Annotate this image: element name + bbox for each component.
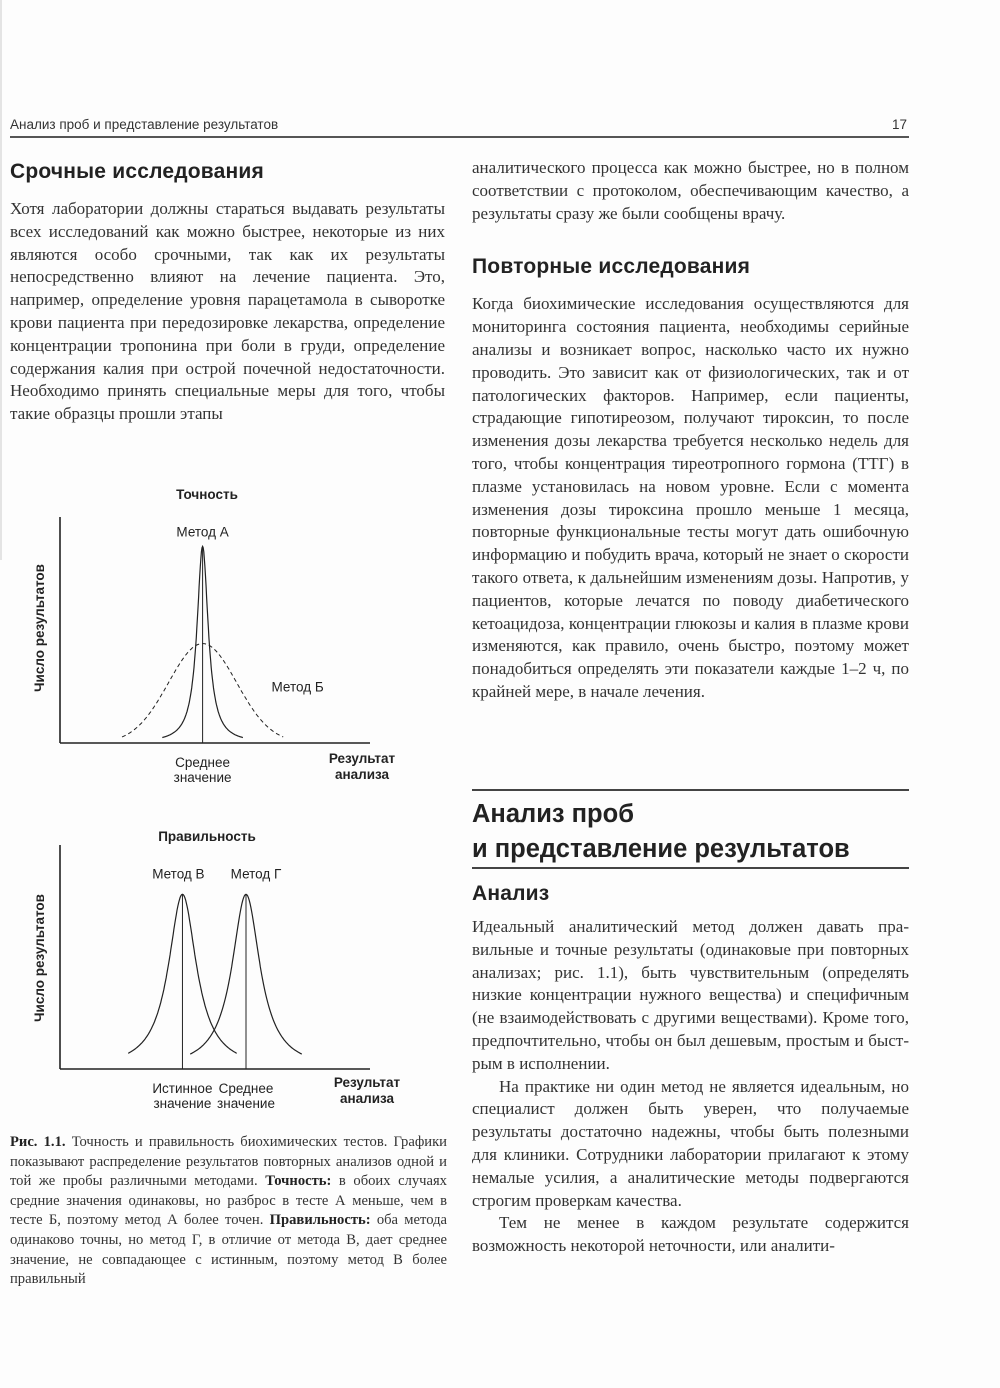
chart-title: Правильность — [158, 829, 256, 844]
paragraph-analysis-3: Тем не менее в каждом результате содержится возможность некоторой неточности, или аналити- — [472, 1213, 909, 1256]
subsection-heading-analysis: Анализ — [472, 882, 550, 905]
y-axis-label: Число результатов — [32, 564, 47, 692]
caption-text-2: в обоих случаях средние значения одинаковы, но разброс в тесте А меньше, чем в тесте Б, поэтому метод А более точен. — [10, 1173, 447, 1229]
x-tick-label: Среднее — [175, 755, 231, 770]
figure-caption — [10, 1133, 447, 1290]
series-label: Метод Б — [271, 679, 324, 695]
chart-title: Точность — [176, 487, 238, 502]
x-axis-label-line2: анализа — [334, 767, 390, 782]
chart-trueness — [32, 829, 401, 1111]
chapter-rule-top — [472, 789, 909, 791]
running-head-title: Анализ проб и представление результатов — [10, 117, 279, 132]
paragraph-analysis-2: На практике ни один метод не является идеальным, но специалист должен быть уверен, что получаемые результаты достаточно надежны, чтобы быть полезными для клиники. Сотрудники лаборатории прилагают к этому немалые усилия, а аналитические методы подвергаются строгим проверкам качества. — [472, 1076, 909, 1210]
chapter-heading-line1: Анализ проб — [472, 800, 634, 828]
chart-accuracy — [32, 487, 396, 785]
series-label: Метод Г — [230, 866, 282, 882]
caption-text-1: Точность и правильность биохимических тестов. Графики показывают распределение результатов повторных анализов одной и той же пробы различными методами. — [10, 1134, 447, 1190]
section-heading-urgent: Срочные исследования — [10, 160, 264, 183]
paragraph-urgent: Хотя лаборатории должны стараться выдавать результаты всех исследований как можно быстрее, некоторые из них являются особо срочными, так как их результаты непосредственно влияют на лечение пациента. Это, например, определение уровня парацетамола в сыворотке крови пациента при передозировке лекарства, определение концентрации тропонина при боли в груди, определение содержания калия при острой почечной недостаточности. Необходимо принять специальные меры для того, чтобы такие образцы прошли этапы — [10, 199, 445, 424]
page-number: 17 — [891, 117, 907, 132]
caption-label: Рис. 1.1. — [10, 1134, 66, 1150]
paragraph-repeat: Когда биохимические исследования осуществляются для мониторинга состояния пациента, необходимы серийные анализы и возникает вопрос, насколько часто их нужно проводить. Это зависит как от физиологических, так и от патологических факторов. Например, если пациенты, страдающие гипотиреозом, получают тироксин, то после изменения дозы лекарства требуется несколько недель для того, чтобы концентрация тиреотропного гормона (ТТГ) в плазме установилась на новом уровне. Если с момента изменения дозы тироксина прошло меньше 1 месяца, повторные функциональные тесты могут дать ошибочную информацию и побудить врача, который не знает о скорости такого ответа, к дальнейшим изменениям дозы. Напротив, у пациентов, которые лечатся по поводу диабетического кетоацидоза, концентрации глюкозы и калия в плазме крови изменяются, как правило, очень быстро, поэтому может понадобиться определять эти показатели каждые 1–2 ч, по крайней мере, в начале лечения. — [472, 294, 909, 701]
y-axis-label: Число результатов — [32, 894, 47, 1022]
section-heading-repeat: Повторные исследования — [472, 255, 751, 279]
series-label: Метод А — [176, 524, 229, 540]
chapter-rule-bottom — [472, 867, 909, 869]
x-tick-label: Среднее — [218, 1081, 274, 1096]
chapter-heading-line2: и представление результатов — [472, 835, 850, 863]
series-label: Метод В — [152, 866, 205, 882]
x-tick-label: значение — [153, 1096, 212, 1111]
chapter-heading — [472, 797, 909, 867]
figure-1-1 — [0, 0, 460, 1125]
x-axis-label-line1: Результат — [328, 751, 396, 766]
paragraph-continuation: аналитического процесса как можно быстрее, но в полном соответствии с протоколом, обеспечивающим качество, а результаты сразу же были сообщены врачу. — [472, 158, 909, 223]
caption-bold-trueness: Правильность: — [269, 1212, 371, 1229]
caption-text-3: оба метода одинаково точны, но метод Г, в отличие от метода В, дает среднее значение, не совпадающее с истинным, поэтому метод В более правильный — [10, 1212, 447, 1288]
analysis-section — [472, 882, 909, 1258]
x-axis-label-line2: анализа — [339, 1091, 395, 1106]
x-tick-label: Истинное — [152, 1081, 213, 1096]
paragraph-analysis-1: Идеальный аналитический метод должен давать правильные и точные результаты (одинаковые при повторных анализах; рис. 1.1), быть чувствительным (определять низкие концентрации нужного вещества) и специфичным (не взаимодействовать с другими веществами). Кроме того, предпочтительно, чтобы он был дешевым, простым и быстрым в исполнении. — [472, 917, 909, 1073]
x-axis-label-line1: Результат — [333, 1075, 401, 1090]
x-tick-label: значение — [173, 770, 232, 785]
right-column — [472, 157, 909, 704]
caption-bold-accuracy: Точность: — [265, 1173, 332, 1190]
x-tick-label: значение — [217, 1096, 275, 1111]
